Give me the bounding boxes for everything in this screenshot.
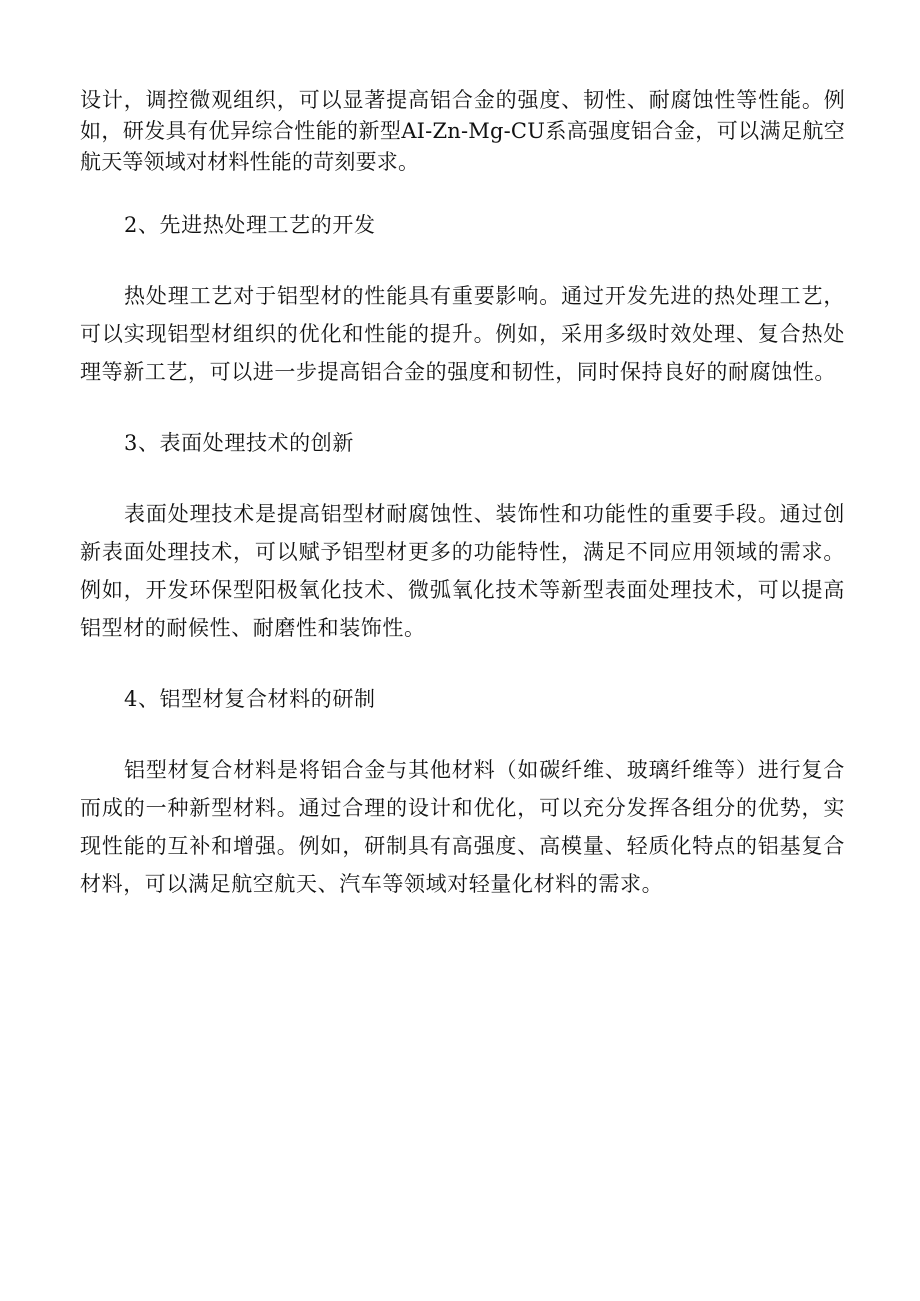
section-heading-composite-materials: 4、铝型材复合材料的研制 [124, 687, 376, 711]
paragraph-composite-materials: 铝型材复合材料是将铝合金与其他材料（如碳纤维、玻璃纤维等）进行复合而成的一种新型材料。通过合理的设计和优化，可以充分发挥各组分的优势，实现性能的互补和增强。例如，研制具有高强度、高模量、轻质化特点的铝基复合材料，可以满足航空航天、汽车等领域对轻量化材料的需求。 [80, 758, 845, 896]
paragraph-surface-treatment: 表面处理技术是提高铝型材耐腐蚀性、装饰性和功能性的重要手段。通过创新表面处理技术，可以赋予铝型材更多的功能特性，满足不同应用领域的需求。例如，开发环保型阳极氧化技术、微弧氧化技术等新型表面处理技术，可以提高铝型材的耐候性、耐磨性和装饰性。 [80, 502, 845, 640]
section-heading-heat-treatment: 2、先进热处理工艺的开发 [124, 213, 376, 237]
section-heading-surface-treatment: 3、表面处理技术的创新 [124, 431, 354, 455]
document-body [80, 85, 845, 903]
paragraph-heat-treatment: 热处理工艺对于铝型材的性能具有重要影响。通过开发先进的热处理工艺，可以实现铝型材组织的优化和性能的提升。例如，采用多级时效处理、复合热处理等新工艺，可以进一步提高铝合金的强度和韧性，同时保持良好的耐腐蚀性。 [80, 284, 845, 384]
paragraph-alloy-design: 设计，调控微观组织，可以显著提高铝合金的强度、韧性、耐腐蚀性等性能。例如，研发具有优异综合性能的新型AI-Zn-Mg-CU系高强度铝合金，可以满足航空航天等领域对材料性能的苛刻要求。 [80, 88, 845, 174]
